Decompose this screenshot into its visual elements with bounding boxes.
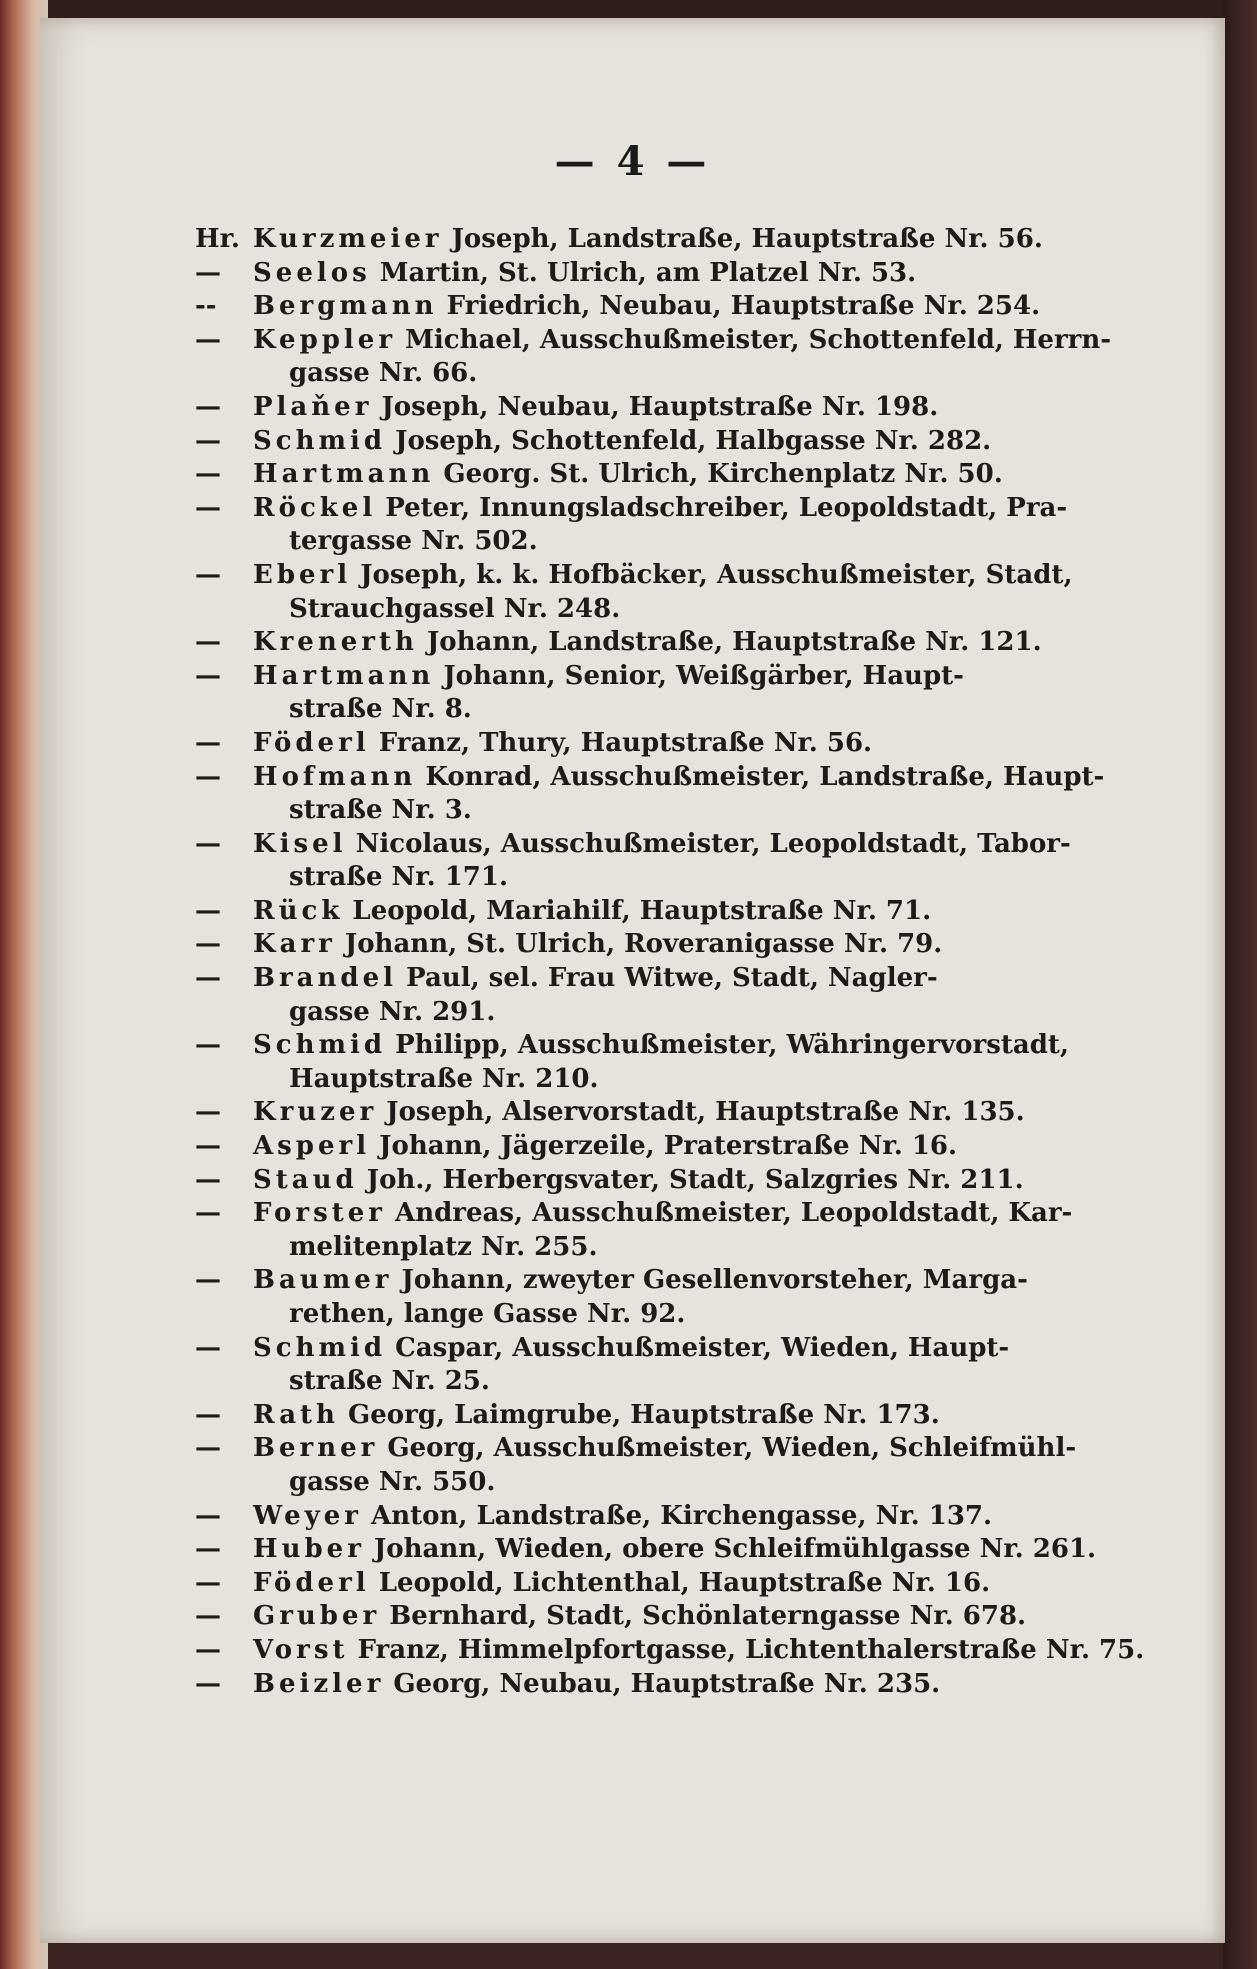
entry-surname: Plaňer — [253, 391, 373, 422]
entry-surname: Hofmann — [253, 761, 417, 792]
list-item — [195, 761, 1180, 828]
list-item — [195, 660, 1180, 727]
entry-prefix: — — [195, 324, 221, 355]
list-item — [195, 1264, 1180, 1331]
entry-surname: Krenerth — [253, 627, 418, 658]
entry-details: Konrad, Ausschußmeister, Landstraße, Haupt- — [425, 761, 1105, 792]
entry-surname: Huber — [253, 1534, 365, 1565]
entry-prefix: — — [195, 425, 221, 456]
list-item — [195, 928, 1180, 962]
entry-details: Philipp, Ausschußmeister, Währingervorstadt, — [395, 1030, 1069, 1061]
entry-details: Friedrich, Neubau, Hauptstraße Nr. 254. — [446, 291, 1041, 322]
entry-details: Joseph, Schottenfeld, Halbgasse Nr. 282. — [395, 425, 992, 456]
entry-surname: Hartmann — [253, 660, 435, 691]
list-item — [195, 425, 1180, 459]
page-number: — 4 — — [554, 138, 711, 185]
entry-prefix: — — [195, 1601, 221, 1632]
entry-surname: Schmid — [253, 1030, 387, 1061]
entry-details: Johann, St. Ulrich, Roveranigasse Nr. 79. — [344, 929, 943, 960]
entry-prefix: — — [195, 1399, 221, 1430]
entry-details: Johann, Jägerzeile, Praterstraße Nr. 16. — [379, 1131, 958, 1162]
list-item — [195, 257, 1180, 291]
entry-prefix: — — [195, 963, 221, 994]
entry-details: Johann, zweyter Gesellenvorsteher, Marga- — [401, 1265, 1028, 1296]
entry-surname: Schmid — [253, 1332, 387, 1363]
entry-continuation: gasse Nr. 66. — [289, 358, 478, 389]
list-item — [195, 223, 1180, 257]
entry-details: Peter, Innungsladschreiber, Leopoldstadt, Pra- — [385, 492, 1068, 523]
entry-continuation: gasse Nr. 291. — [289, 996, 496, 1027]
book-page — [40, 18, 1225, 1943]
list-item — [195, 458, 1180, 492]
entry-prefix: — — [195, 1164, 221, 1195]
list-item — [195, 1533, 1180, 1567]
entry-surname: Keppler — [253, 324, 397, 355]
entry-prefix: — — [195, 929, 221, 960]
member-list — [195, 223, 1180, 1701]
list-item — [195, 626, 1180, 660]
entry-continuation: rethen, lange Gasse Nr. 92. — [289, 1299, 686, 1329]
entry-surname: Beizler — [253, 1668, 385, 1699]
entry-details: Caspar, Ausschußmeister, Wieden, Haupt- — [395, 1332, 1010, 1363]
entry-surname: Kisel — [253, 828, 347, 859]
book-right-edge — [1223, 0, 1257, 1969]
list-item — [195, 559, 1180, 626]
list-item — [195, 1500, 1180, 1534]
entry-prefix: — — [195, 459, 221, 490]
entry-surname: Baumer — [253, 1265, 393, 1296]
entry-continuation: melitenplatz Nr. 255. — [289, 1231, 598, 1262]
entry-prefix: — — [195, 895, 221, 926]
list-item — [195, 962, 1180, 1029]
entry-details: Georg, Ausschußmeister, Wieden, Schleifmühl- — [387, 1433, 1077, 1464]
entry-surname: Bergmann — [253, 291, 438, 322]
entry-surname: Kurzmeier — [253, 224, 443, 254]
entry-surname: Föderl — [253, 1567, 370, 1598]
entry-details: Joseph, k. k. Hofbäcker, Ausschußmeister, Stadt, — [360, 559, 1073, 590]
list-item — [195, 1197, 1180, 1264]
entry-continuation: straße Nr. 171. — [289, 862, 509, 893]
entry-continuation: tergasse Nr. 502. — [289, 526, 538, 557]
entry-surname: Eberl — [253, 559, 352, 590]
list-item — [195, 492, 1180, 559]
entry-details: Anton, Landstraße, Kirchengasse, Nr. 137. — [371, 1500, 993, 1531]
entry-prefix: — — [195, 1500, 221, 1531]
entry-details: Franz, Himmelpfortgasse, Lichtenthalerstraße Nr. 75. — [357, 1634, 1145, 1665]
entry-continuation: gasse Nr. 550. — [289, 1466, 496, 1497]
list-item — [195, 1096, 1180, 1130]
entry-details: Joseph, Neubau, Hauptstraße Nr. 198. — [381, 391, 939, 422]
entry-surname: Kruzer — [253, 1097, 378, 1128]
list-item — [195, 391, 1180, 425]
list-item — [195, 324, 1180, 391]
list-item — [195, 828, 1180, 895]
entry-prefix: — — [195, 1131, 221, 1162]
list-item — [195, 1029, 1180, 1096]
entry-surname: Asperl — [253, 1131, 371, 1162]
entry-details: Paul, sel. Frau Witwe, Stadt, Nagler- — [406, 963, 938, 994]
entry-continuation: Hauptstraße Nr. 210. — [289, 1063, 599, 1094]
entry-prefix: — — [195, 761, 221, 792]
list-item — [195, 1634, 1180, 1668]
entry-surname: Seelos — [253, 257, 371, 288]
entry-surname: Röckel — [253, 492, 377, 523]
entry-details: Johann, Landstraße, Hauptstraße Nr. 121. — [426, 627, 1042, 658]
entry-details: Joh., Herbergsvater, Stadt, Salzgries Nr. 211. — [366, 1164, 1024, 1195]
entry-surname: Weyer — [253, 1500, 362, 1531]
entry-details: Johann, Wieden, obere Schleifmühlgasse Nr. 261. — [373, 1534, 1097, 1565]
list-item — [195, 727, 1180, 761]
entry-prefix: -- — [195, 291, 217, 322]
list-item — [195, 1130, 1180, 1164]
entry-surname: Brandel — [253, 963, 398, 994]
entry-details: Michael, Ausschußmeister, Schottenfeld, Herrn- — [405, 324, 1112, 355]
entry-prefix: — — [195, 1265, 221, 1296]
entry-surname: Staud — [253, 1164, 358, 1195]
entry-prefix: — — [195, 1668, 221, 1699]
entry-prefix: — — [195, 727, 221, 758]
list-item — [195, 290, 1180, 324]
entry-details: Johann, Senior, Weißgärber, Haupt- — [443, 660, 964, 691]
entry-surname: Vorst — [253, 1634, 349, 1665]
entry-prefix: — — [195, 828, 221, 859]
entry-prefix: — — [195, 1634, 221, 1665]
entry-prefix: — — [195, 1332, 221, 1363]
entry-continuation: Strauchgassel Nr. 248. — [289, 593, 621, 624]
entry-details: Martin, St. Ulrich, am Platzel Nr. 53. — [379, 257, 917, 288]
entry-prefix: — — [195, 1198, 221, 1229]
list-item — [195, 1164, 1180, 1198]
entry-prefix: — — [195, 1534, 221, 1565]
entry-prefix: — — [195, 660, 221, 691]
entry-prefix: — — [195, 559, 221, 590]
entry-prefix: — — [195, 391, 221, 422]
list-item — [195, 1567, 1180, 1601]
entry-surname: Karr — [253, 929, 336, 960]
entry-details: Georg, Laimgrube, Hauptstraße Nr. 173. — [348, 1399, 940, 1430]
entry-details: Nicolaus, Ausschußmeister, Leopoldstadt, Tabor- — [355, 828, 1071, 859]
entry-prefix: — — [195, 627, 221, 658]
entry-details: Leopold, Mariahilf, Hauptstraße Nr. 71. — [352, 895, 932, 926]
entry-surname: Hartmann — [253, 459, 435, 490]
entry-prefix: — — [195, 492, 221, 523]
entry-continuation: straße Nr. 8. — [289, 694, 472, 725]
list-item — [195, 1432, 1180, 1499]
entry-details: Georg. St. Ulrich, Kirchenplatz Nr. 50. — [443, 459, 1003, 490]
entry-details: Franz, Thury, Hauptstraße Nr. 56. — [378, 727, 873, 758]
entry-surname: Rück — [253, 895, 344, 926]
entry-details: Leopold, Lichtenthal, Hauptstraße Nr. 16. — [378, 1567, 991, 1598]
entry-surname: Rath — [253, 1399, 339, 1430]
list-item — [195, 1668, 1180, 1702]
entry-continuation: straße Nr. 25. — [289, 1366, 490, 1397]
entry-prefix: — — [195, 257, 221, 288]
list-item — [195, 1399, 1180, 1433]
entry-surname: Berner — [253, 1433, 379, 1464]
entry-details: Joseph, Landstraße, Hauptstraße Nr. 56. — [451, 224, 1043, 254]
entry-surname: Forster — [253, 1198, 386, 1229]
entry-details: Joseph, Alservorstadt, Hauptstraße Nr. 135. — [386, 1097, 1025, 1128]
entry-prefix: — — [195, 1433, 221, 1464]
entry-surname: Schmid — [253, 425, 387, 456]
list-item — [195, 1332, 1180, 1399]
entry-details: Bernhard, Stadt, Schönlaterngasse Nr. 678. — [389, 1601, 1027, 1632]
entry-details: Andreas, Ausschußmeister, Leopoldstadt, Kar- — [395, 1198, 1073, 1229]
list-item — [195, 1600, 1180, 1634]
entry-prefix: — — [195, 1567, 221, 1598]
list-item — [195, 895, 1180, 929]
entry-surname: Föderl — [253, 727, 370, 758]
entry-details: Georg, Neubau, Hauptstraße Nr. 235. — [393, 1668, 941, 1699]
entry-surname: Gruber — [253, 1601, 381, 1632]
entry-continuation: straße Nr. 3. — [289, 795, 472, 826]
entry-prefix: — — [195, 1030, 221, 1061]
entry-prefix: — — [195, 1097, 221, 1128]
entry-prefix: Hr. — [195, 224, 240, 254]
